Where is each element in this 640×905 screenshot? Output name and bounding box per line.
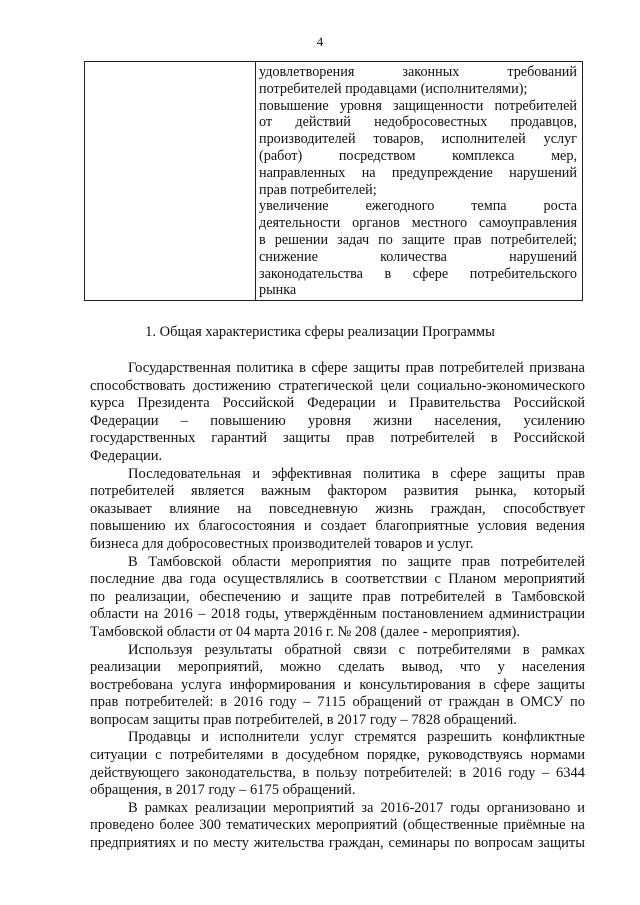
table-line: в решении задач по защите прав потребителей; [259, 231, 577, 248]
text-line: прав потребителей: в 2016 году – 7115 обращений от граждан в ОМСУ по [90, 694, 585, 711]
paragraph [90, 642, 585, 730]
text-line: оказывает влияние на повседневную жизнь граждан, способствует [90, 500, 585, 517]
text-line: способствовать достижению стратегической цели социально-экономического [90, 377, 585, 394]
table-line: производителей товаров, исполнителей услуг [259, 131, 577, 148]
text-line: Федерации – повышению уровня жизни населения, усилению [90, 412, 585, 429]
passport-table [84, 61, 583, 301]
text-line: действующего законодательства, в пользу потребителей: в 2016 году – 6344 [90, 764, 585, 781]
text-line: В рамках реализации мероприятий за 2016-2017 годы организовано и [128, 799, 585, 816]
table-line: деятельности органов местного самоуправления [259, 215, 577, 232]
text-line: вопросам защиты прав потребителей, в 2017 году – 7828 обращений. [90, 711, 517, 728]
table-line: законодательства в сфере потребительского [259, 265, 577, 282]
text-line: области на 2016 – 2018 годы, утверждённым постановлением администрации [90, 606, 585, 623]
page-number: 4 [316, 34, 324, 49]
table-line: снижение количества нарушений [259, 248, 577, 265]
text-line: бизнеса для добросовестных производителей товаров и услуг. [90, 535, 474, 552]
table-right-cell [259, 64, 577, 299]
text-line: предприятиях и по месту жительства граждан, семинары по вопросам защиты [90, 835, 585, 852]
text-line: востребована услуга информирования и консультирования в сфере защиты [90, 676, 585, 693]
table-line: увеличение ежегодного темпа роста [259, 198, 577, 215]
text-line: Последовательная и эффективная политика в сфере защиты прав [128, 465, 585, 482]
text-line: курса Президента Российской Федерации и Правительства Российской [90, 395, 585, 412]
table-line: потребителей продавцами (исполнителями); [259, 80, 528, 97]
text-line: В Тамбовской области мероприятия по защите прав потребителей [128, 553, 585, 570]
table-line: направленных на предупреждение нарушений [259, 164, 577, 181]
text-line: реализации мероприятий, можно сделать вывод, что у населения [90, 659, 585, 676]
paragraph [90, 554, 585, 642]
table-line: (работ) посредством комплекса мер, [259, 147, 577, 164]
paragraph [90, 800, 585, 853]
table-left-cell [85, 62, 255, 300]
paragraph [90, 360, 585, 466]
table-line: повышение уровня защищенности потребителей [259, 97, 577, 114]
text-line: проведено более 300 тематических мероприятий (общественные приёмные на [90, 817, 585, 834]
text-line: потребителей является важным фактором развития рынка, который [90, 483, 585, 500]
text-line: Государственная политика в сфере защиты прав потребителей призвана [128, 360, 585, 376]
table-line: прав потребителей; [259, 181, 377, 198]
paragraph [90, 729, 585, 799]
paragraph [90, 466, 585, 554]
section-heading: 1. Общая характеристика сферы реализации Программы [145, 324, 495, 340]
text-line: Продавцы и исполнители услуг стремятся разрешить конфликтные [128, 729, 585, 746]
text-line: государственных гарантий защиты прав потребителей в Российской [90, 430, 585, 447]
text-line: повышению их благосостояния и создает благоприятные условия ведения [90, 518, 585, 535]
text-line: последние два года осуществлялись в соответствии с Планом мероприятий [90, 571, 585, 588]
text-line: ситуации с потребителями в досудебном порядке, руководствуясь нормами [90, 747, 585, 764]
table-column-divider [255, 62, 256, 300]
text-line: обращения, в 2017 году – 6175 обращений. [90, 782, 356, 799]
text-line: Федерации. [90, 447, 163, 464]
table-line: от действий недобросовестных продавцов, [259, 114, 577, 131]
text-line: по реализации, обеспечению и защите прав потребителей в Тамбовской [90, 588, 585, 605]
table-line: рынка [259, 282, 297, 299]
text-line: Используя результаты обратной связи с потребителями в рамках [128, 641, 585, 658]
text-line: Тамбовской области от 04 марта 2016 г. № 208 (далее - мероприятия). [90, 623, 521, 640]
body-text [90, 360, 585, 853]
table-line: удовлетворения законных требований [259, 64, 577, 80]
